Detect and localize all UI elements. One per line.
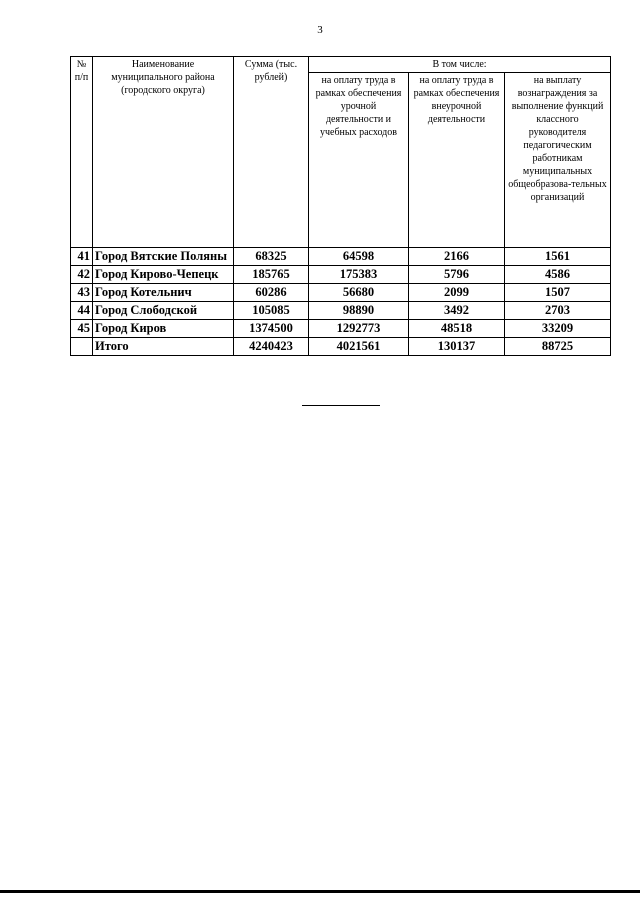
header-sub-2: на оплату труда в рамках обеспечения внеурочной деятельности (409, 73, 505, 248)
row-num: 42 (71, 266, 93, 284)
row-num: 43 (71, 284, 93, 302)
row-sum: 1374500 (234, 320, 309, 338)
row-sum: 68325 (234, 248, 309, 266)
row-num: 45 (71, 320, 93, 338)
budget-table (70, 56, 611, 356)
header-sum: Сумма (тыс. рублей) (234, 57, 309, 248)
table-header-row (71, 57, 611, 73)
row-sum: 4240423 (234, 338, 309, 356)
row-c2: 5796 (409, 266, 505, 284)
row-c3: 4586 (505, 266, 611, 284)
row-c1: 98890 (309, 302, 409, 320)
row-c3: 1561 (505, 248, 611, 266)
header-sub-3: на выплату вознаграждения за выполнение функций классного руководителя педагогическим работникам муниципальных общеобразова-тельных организаций (505, 73, 611, 248)
page-number: 3 (317, 24, 323, 36)
table-total-row (71, 338, 611, 356)
row-num: 44 (71, 302, 93, 320)
row-c1: 1292773 (309, 320, 409, 338)
header-name: Наименование муниципального района (городского округа) (93, 57, 234, 248)
table-row (71, 266, 611, 284)
row-c1: 175383 (309, 266, 409, 284)
row-name: Город Слободской (93, 302, 234, 320)
row-name: Итого (93, 338, 234, 356)
row-c3: 88725 (505, 338, 611, 356)
row-sum: 60286 (234, 284, 309, 302)
bottom-edge-line (0, 890, 640, 893)
row-c2: 3492 (409, 302, 505, 320)
table-row (71, 302, 611, 320)
row-c1: 64598 (309, 248, 409, 266)
row-c1: 4021561 (309, 338, 409, 356)
table-row (71, 284, 611, 302)
row-c2: 2099 (409, 284, 505, 302)
row-c2: 48518 (409, 320, 505, 338)
table-row (71, 320, 611, 338)
row-name: Город Киров (93, 320, 234, 338)
row-c3: 1507 (505, 284, 611, 302)
row-name: Город Вятские Поляны (93, 248, 234, 266)
table-row (71, 248, 611, 266)
row-name: Город Кирово-Чепецк (93, 266, 234, 284)
row-c2: 130137 (409, 338, 505, 356)
row-num: 41 (71, 248, 93, 266)
row-c3: 2703 (505, 302, 611, 320)
row-c1: 56680 (309, 284, 409, 302)
row-name: Город Котельнич (93, 284, 234, 302)
row-c3: 33209 (505, 320, 611, 338)
row-sum: 105085 (234, 302, 309, 320)
row-c2: 2166 (409, 248, 505, 266)
row-num (71, 338, 93, 356)
divider-line (302, 405, 380, 406)
header-num: № п/п (71, 57, 93, 248)
header-group: В том числе: (309, 57, 611, 73)
header-sub-1: на оплату труда в рамках обеспечения урочной деятельности и учебных расходов (309, 73, 409, 248)
row-sum: 185765 (234, 266, 309, 284)
